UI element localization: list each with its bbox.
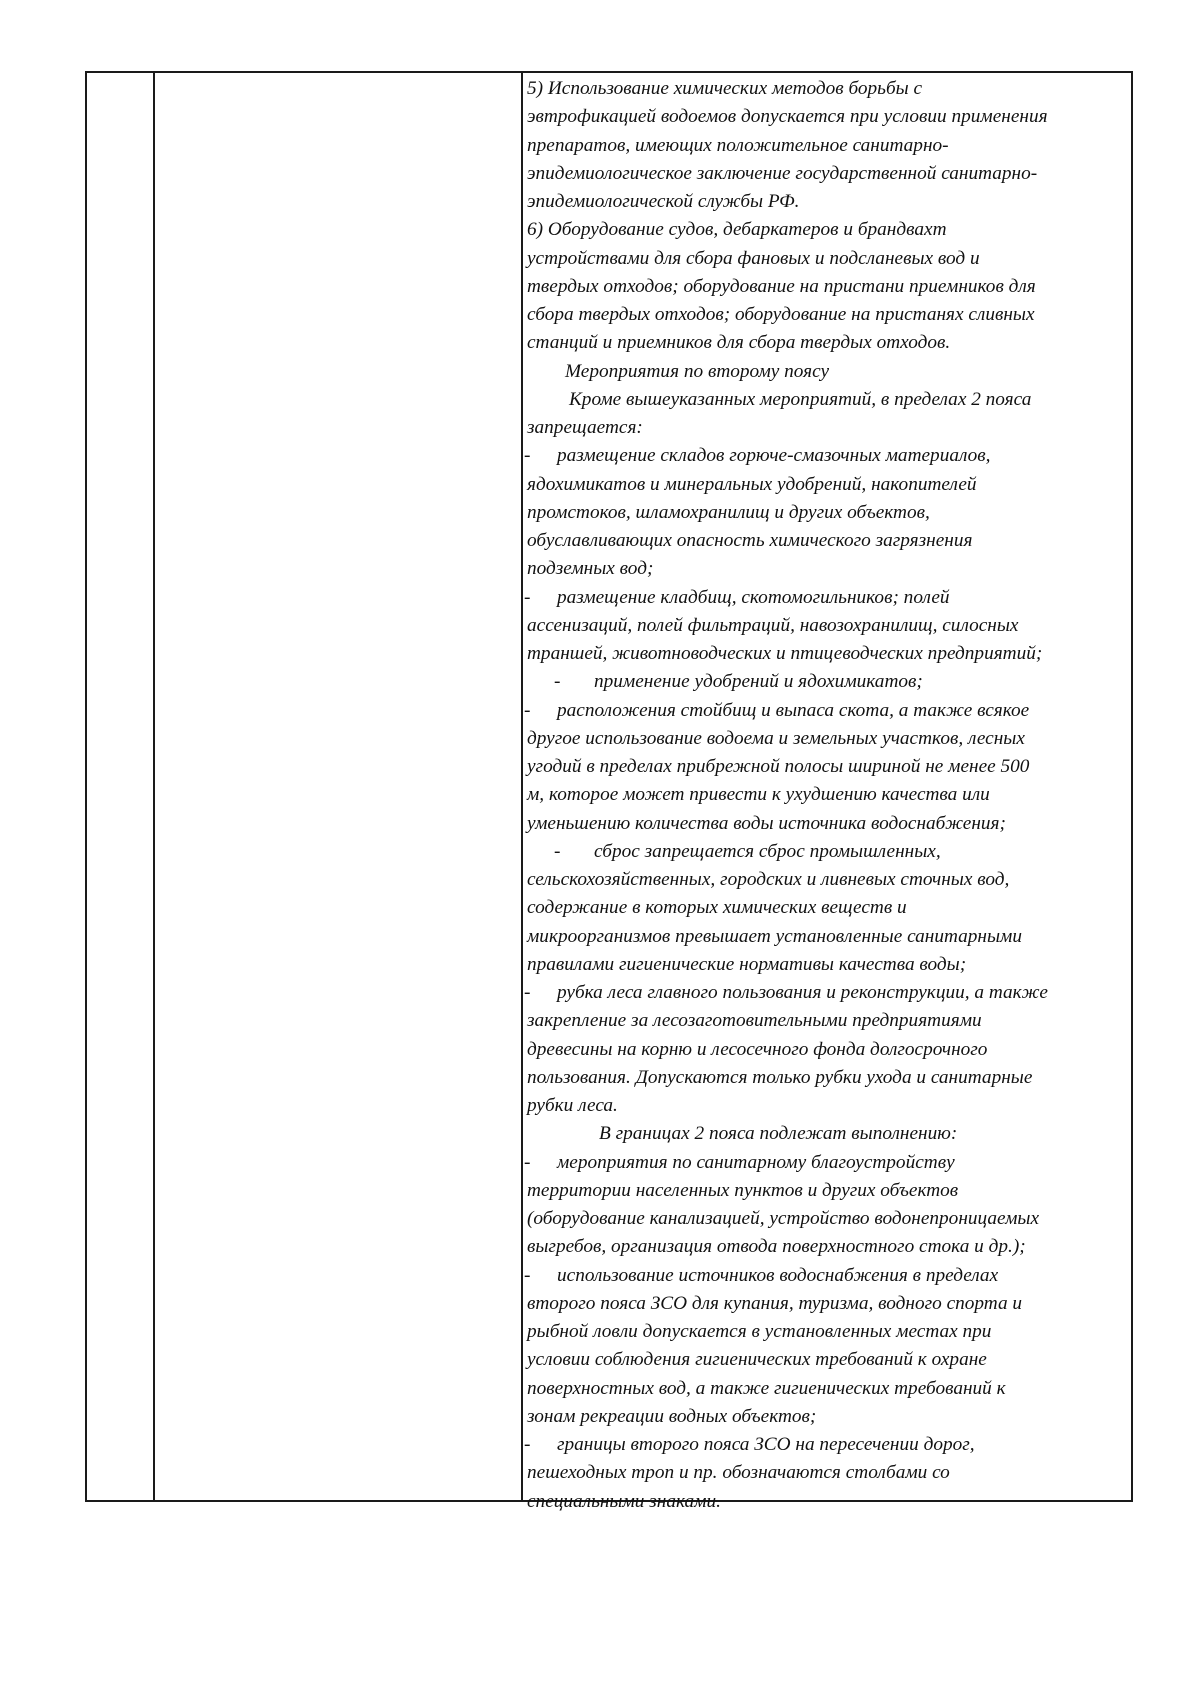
text-line: твердых отходов; оборудование на пристани приемников для bbox=[527, 275, 1036, 297]
text-line: микроорганизмов превышает установленные санитарными bbox=[527, 925, 1023, 947]
bullet-line bbox=[524, 584, 1134, 612]
bullet-text: сброс запрещается сброс промышленных, bbox=[594, 840, 941, 862]
bullet-line bbox=[524, 1262, 1134, 1290]
text-line: траншей, животноводческих и птицеводческих предприятий; bbox=[527, 643, 1043, 664]
text-cell bbox=[524, 75, 1134, 1516]
bullet-dash: - bbox=[524, 1151, 531, 1173]
text-line: рубки леса. bbox=[527, 1095, 618, 1116]
text-line: Кроме вышеуказанных мероприятий, в пределах 2 пояса bbox=[569, 388, 1032, 410]
bullet-line bbox=[524, 668, 1134, 696]
document-table bbox=[85, 71, 1133, 1512]
text-line: другое использование водоема и земельных участков, лесных bbox=[527, 727, 1025, 749]
text-line: ассенизаций, полей фильтраций, навозохранилищ, силосных bbox=[527, 614, 1019, 636]
text-line: препаратов, имеющих положительное санитарно- bbox=[527, 134, 949, 156]
text-line: сельскохозяйственных, городских и ливневых сточных вод, bbox=[527, 869, 1010, 890]
column-divider-1 bbox=[153, 73, 155, 1500]
text-line: эпидемиологическое заключение государственной санитарно- bbox=[527, 162, 1038, 184]
text-line: ядохимикатов и минеральных удобрений, накопителей bbox=[527, 473, 977, 495]
text-line: станций и приемников для сбора твердых отходов. bbox=[527, 332, 951, 354]
bullet-line bbox=[524, 1149, 1134, 1177]
column-divider-2 bbox=[521, 73, 523, 1500]
bullet-dash: - bbox=[524, 1434, 531, 1455]
bullet-line bbox=[524, 979, 1134, 1007]
text-line: древесины на корню и лесосечного фонда долгосрочного bbox=[527, 1038, 988, 1060]
bullet-text: использование источников водоснабжения в пределах bbox=[557, 1264, 999, 1286]
text-line: эпидемиологической службы РФ. bbox=[527, 191, 800, 212]
text-line: рыбной ловли допускается в установленных местах при bbox=[527, 1321, 992, 1342]
text-line: запрещается: bbox=[527, 417, 643, 438]
text-line: специальными знаками. bbox=[527, 1490, 721, 1512]
text-line: закрепление за лесозаготовительными предприятиями bbox=[527, 1010, 982, 1032]
text-line: выгребов, организация отвода поверхностного стока и др.); bbox=[527, 1236, 1026, 1258]
bullet-text: применение удобрений и ядохимикатов; bbox=[594, 671, 923, 693]
text-line: устройствами для сбора фановых и подсланевых вод и bbox=[527, 247, 980, 269]
bullet-dash: - bbox=[554, 671, 561, 693]
text-line: пешеходных троп и пр. обозначаются столбами со bbox=[527, 1462, 950, 1484]
bullet-dash: - bbox=[524, 1264, 531, 1286]
text-line: содержание в которых химических веществ и bbox=[527, 897, 907, 919]
text-line: 5) Использование химических методов борьбы с bbox=[527, 78, 923, 99]
bullet-text: границы второго пояса ЗСО на пересечении дорог, bbox=[557, 1434, 975, 1455]
bullet-text: рубка леса главного пользования и реконструкции, а также bbox=[557, 982, 1048, 1003]
text-line: условии соблюдения гигиенических требований к охране bbox=[527, 1349, 987, 1371]
bullet-text: размещение складов горюче-смазочных материалов, bbox=[557, 445, 991, 467]
bullet-line bbox=[524, 838, 1134, 866]
text-line: промстоков, шламохранилищ и других объектов, bbox=[527, 501, 930, 523]
bullet-line bbox=[524, 442, 1134, 470]
text-line: уменьшению количества воды источника водоснабжения; bbox=[527, 812, 1006, 834]
bullet-dash: - bbox=[524, 445, 531, 467]
text-line: сбора твердых отходов; оборудование на пристанях сливных bbox=[527, 304, 1035, 325]
bullet-dash: - bbox=[524, 586, 531, 608]
text-line: правилами гигиенические нормативы качества воды; bbox=[527, 953, 967, 975]
text-line: зонам рекреации водных объектов; bbox=[527, 1405, 817, 1427]
section-heading: Мероприятия по второму поясу bbox=[565, 360, 830, 382]
text-line: поверхностных вод, а также гигиенических требований к bbox=[527, 1377, 1006, 1399]
bullet-text: мероприятия по санитарному благоустройству bbox=[557, 1151, 955, 1173]
section-heading: В границах 2 пояса подлежат выполнению: bbox=[599, 1123, 958, 1145]
bullet-dash: - bbox=[524, 982, 531, 1003]
text-line: подземных вод; bbox=[527, 558, 654, 580]
text-line: (оборудование канализацией, устройство водонепроницаемых bbox=[527, 1208, 1040, 1229]
bullet-text: размещение кладбищ, скотомогильников; полей bbox=[557, 586, 950, 608]
text-line: м, которое может привести к ухудшению качества или bbox=[527, 784, 990, 806]
bullet-line bbox=[524, 697, 1134, 725]
text-line: 6) Оборудование судов, дебаркатеров и брандвахт bbox=[527, 219, 947, 241]
bullet-line bbox=[524, 1431, 1134, 1459]
text-line: второго пояса ЗСО для купания, туризма, водного спорта и bbox=[527, 1292, 1023, 1314]
bullet-text: расположения стойбищ и выпаса скота, а также всякое bbox=[557, 699, 1030, 721]
text-line: угодий в пределах прибрежной полосы шириной не менее 500 bbox=[527, 756, 1030, 777]
bullet-dash: - bbox=[524, 699, 531, 721]
bullet-dash: - bbox=[554, 840, 561, 862]
text-line: эвтрофикацией водоемов допускается при условии применения bbox=[527, 106, 1048, 128]
text-line: территории населенных пунктов и других объектов bbox=[527, 1179, 959, 1201]
text-line: пользования. Допускаются только рубки ухода и санитарные bbox=[527, 1066, 1033, 1088]
text-line: обуславливающих опасность химического загрязнения bbox=[527, 530, 973, 551]
